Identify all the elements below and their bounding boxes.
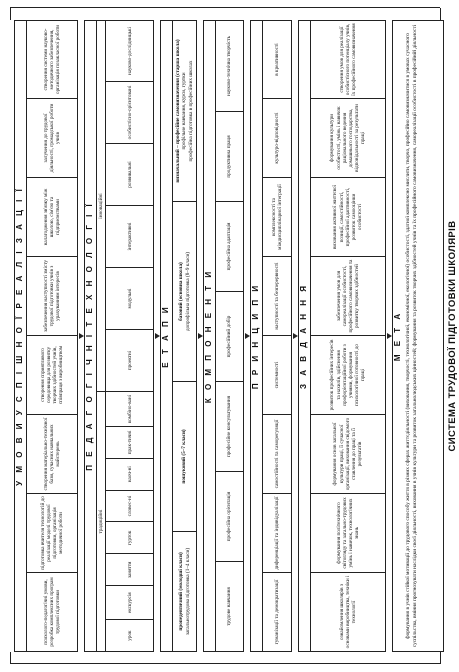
innov-item: модульні xyxy=(106,267,153,329)
arrow-down-icon xyxy=(155,333,160,339)
frame-line-right xyxy=(10,7,440,8)
etap-head: визначальний – професійне самовизначення (старша школа) xyxy=(175,39,182,183)
innov-item: особистісно-орієнтовані xyxy=(106,81,153,143)
zavdannia-item: ознайомлення школярів з основами виробництва, техніки і технології xyxy=(311,572,385,651)
etapy-row xyxy=(172,21,196,651)
zavdannia-item: виховання активної життєвої позиції, самостійності, професійної адаптивності, розвиток самооцінки особистості xyxy=(311,177,385,256)
etap-vyznachalnyi xyxy=(173,21,196,201)
etap-head: пропедевтичний (молодші класи) xyxy=(178,552,185,631)
etap-item: профільне навчання, курси, гуртки xyxy=(181,72,188,150)
arrow-down-icon xyxy=(198,333,203,339)
tradytsiini-group xyxy=(97,391,153,651)
etap-propedevtychnyi xyxy=(173,531,196,651)
pryntsyp-item: культуро-відповідності xyxy=(263,98,291,177)
arrow-down-icon xyxy=(387,333,392,339)
umova-item: створення системи науково-методичного забезпечення, організація позакласної роботи xyxy=(42,24,62,95)
meta-text: формування в учнів стійкої мотивації до трудового способу життя в різних сферах життєдіяльності (виховання, творчості, технологічної, економічної, екологічної) особистості, здатної комплексно мислити, творчо, професійно самовизначитися в умовах сучасного суспільства, вміння прогнозувати наслідки своєї діяльності, виховання в учнів культури та розвиток загальнолюдських цінностей; формування та розвиток творчих здібностей учнів та їх професійного самовизначення, самореалізації особистості в професійній діяльності xyxy=(405,24,418,648)
umova-item: залучення до трудової діяльності, громадської роботи учнів xyxy=(27,98,77,177)
umovy-heading: У М О В И У С П І Ш Н О Ї Р Е А Л І З А Ц І Ї xyxy=(15,186,24,486)
etap-head: пошуковий (5–7 класи) xyxy=(181,429,188,484)
zavdannia-item: створення умов для реалізації особистісного потенціалу учнів, їх професійного самовизначення xyxy=(338,23,358,96)
meta-heading: М Е Т А xyxy=(393,310,402,362)
group-label: традиційні xyxy=(97,392,106,651)
frame-line-left xyxy=(10,663,440,664)
komponent-item: професійне консультування xyxy=(216,381,243,471)
komponenty-row xyxy=(215,21,243,651)
innov-item: інтерактивні xyxy=(106,205,153,267)
pryntsyp-item: комплексності та міждисциплінарної інтеграції xyxy=(263,177,291,256)
pryntsyp-item: наступності та безперервності xyxy=(263,256,291,335)
tekhnolohii-panel xyxy=(84,20,154,652)
komponenty-heading: К О М П О Н Е Н Т И xyxy=(204,268,213,404)
zavdannia-item: розвиток професійних інтересів та нахилів, здійснення профорієнтаційної роботи з учнями, формування психологічної готовності до праці xyxy=(311,335,385,414)
zavdannia-item: формування політехнічного світогляду та загально-трудових умінь і навичок, технологічних знань xyxy=(311,493,385,572)
metod-item: словес-ні xyxy=(106,490,153,522)
pryntsypy-panel xyxy=(250,20,292,652)
umovy-panel xyxy=(14,20,78,652)
metod-item: комбіно-вані xyxy=(126,394,133,424)
komponent-item: професійна адаптація xyxy=(216,201,243,291)
etap-bazovyi xyxy=(173,201,196,381)
frame-line-right-bottom xyxy=(10,8,11,20)
meta-panel xyxy=(392,20,444,652)
metod-item: наоч-ні xyxy=(106,458,153,490)
forma-item: гурток xyxy=(106,522,153,554)
zavdannia-item: формування культури особистості, умінь і навичок раціонального ведення домашнього господарства, відповідальності за результати праці xyxy=(311,98,385,177)
etap-item: допрофільна підготовка (8–9 класи) xyxy=(184,252,191,332)
komponenty-panel xyxy=(203,20,244,652)
zavdannia-heading: З А В Д А Н Н Я xyxy=(299,283,308,389)
arrow-down-icon xyxy=(245,333,250,339)
tradytsiini-cells xyxy=(106,392,153,651)
pryntsypy-heading: П Р И Н Ц И П И xyxy=(251,282,260,390)
forma-item: екскурсія xyxy=(106,585,153,619)
etapy-panel xyxy=(160,20,197,652)
zavdannia-panel xyxy=(298,20,386,652)
etap-poshukovyi xyxy=(173,381,196,531)
pryntsyp-item: диференціації та індивідуалізації xyxy=(263,493,291,572)
komponent-item: трудове навчання xyxy=(216,561,243,651)
innov-item: науково-дослідницькі xyxy=(126,27,133,75)
metod-item: прак-тичні xyxy=(106,426,153,458)
forma-item: урок xyxy=(106,619,153,651)
umova-item: підготовка вчителя технологій до реалізації моделі трудової підготовки, організація методичної роботи xyxy=(27,493,77,572)
komponent-item: продуктивна праця xyxy=(216,111,243,201)
zavdannia-item: формування основ загальної культури праці, її сучасної організації, виховання свідомого ставлення до праці та її результатів xyxy=(311,414,385,493)
tekhnolohii-row xyxy=(96,21,153,651)
umova-item: створення сприятливого середовища для розвитку творчих здібностей учнів, співпраця з виробництвом xyxy=(27,335,77,414)
zavdannia-row xyxy=(310,21,385,651)
frame-line-top xyxy=(440,652,441,664)
umova-item: створення матеріально-технічної бази, сучасних навчальних майстерень xyxy=(27,414,77,493)
zavdannia-item: забезпечення умов для самореалізації особистості, професійного самовизначення та розвитку творчих здібностей xyxy=(311,256,385,335)
pryntsyp-item: в креативності xyxy=(273,43,280,76)
pryntsyp-item: гуманізації та демократизації xyxy=(263,572,291,651)
komponent-item: професійна орієнтація xyxy=(216,471,243,561)
umova-item: забезпечення наступності змісту трудової підготовки учнів з урахуванням інтересів xyxy=(27,256,77,335)
pryntsypy-row xyxy=(262,21,291,651)
innov-item: проектні xyxy=(106,329,153,391)
pryntsyp-item: системності xyxy=(263,335,291,414)
arrow-down-icon xyxy=(293,333,298,339)
umova-item: психолого-педагогічні умови, розробка комплексних програм трудової підготовки xyxy=(27,572,77,651)
forma-item: заняття xyxy=(106,553,153,585)
komponent-item: науково-технічна творчість xyxy=(226,36,233,97)
frame-line-bottom xyxy=(10,652,11,664)
arrow-down-icon xyxy=(79,333,84,339)
etap-head: базовий (основна школа) xyxy=(178,262,185,321)
etapy-heading: Е Т А П И xyxy=(161,304,170,368)
pryntsyp-item: самостійності та саморегуляції xyxy=(263,414,291,493)
umova-item: налагодження зв'язку між школою, сім'єю та підприємствами xyxy=(27,177,77,256)
frame-line-right-top xyxy=(440,8,441,20)
innov-item: розвивальні xyxy=(106,143,153,205)
etap-item: професійна підготовка в професійних школах xyxy=(187,60,194,162)
diagram-title: СИСТЕМА ТРУДОВОЇ ПІДГОТОВКИ ШКОЛЯРІВ xyxy=(447,220,458,452)
innovatsiini-cells xyxy=(106,21,153,391)
etap-item: загальнотрудова підготовка (1–4 класи) xyxy=(184,547,191,636)
komponent-item: професійний добір xyxy=(216,291,243,381)
umovy-row xyxy=(26,21,77,651)
innovatsiini-group xyxy=(97,21,153,391)
group-label: інноваційні xyxy=(97,21,106,391)
tekhnolohii-heading: П Е Д А Г О Г І Ч Н І Т Е Х Н О Л О Г І Ї xyxy=(85,201,94,471)
